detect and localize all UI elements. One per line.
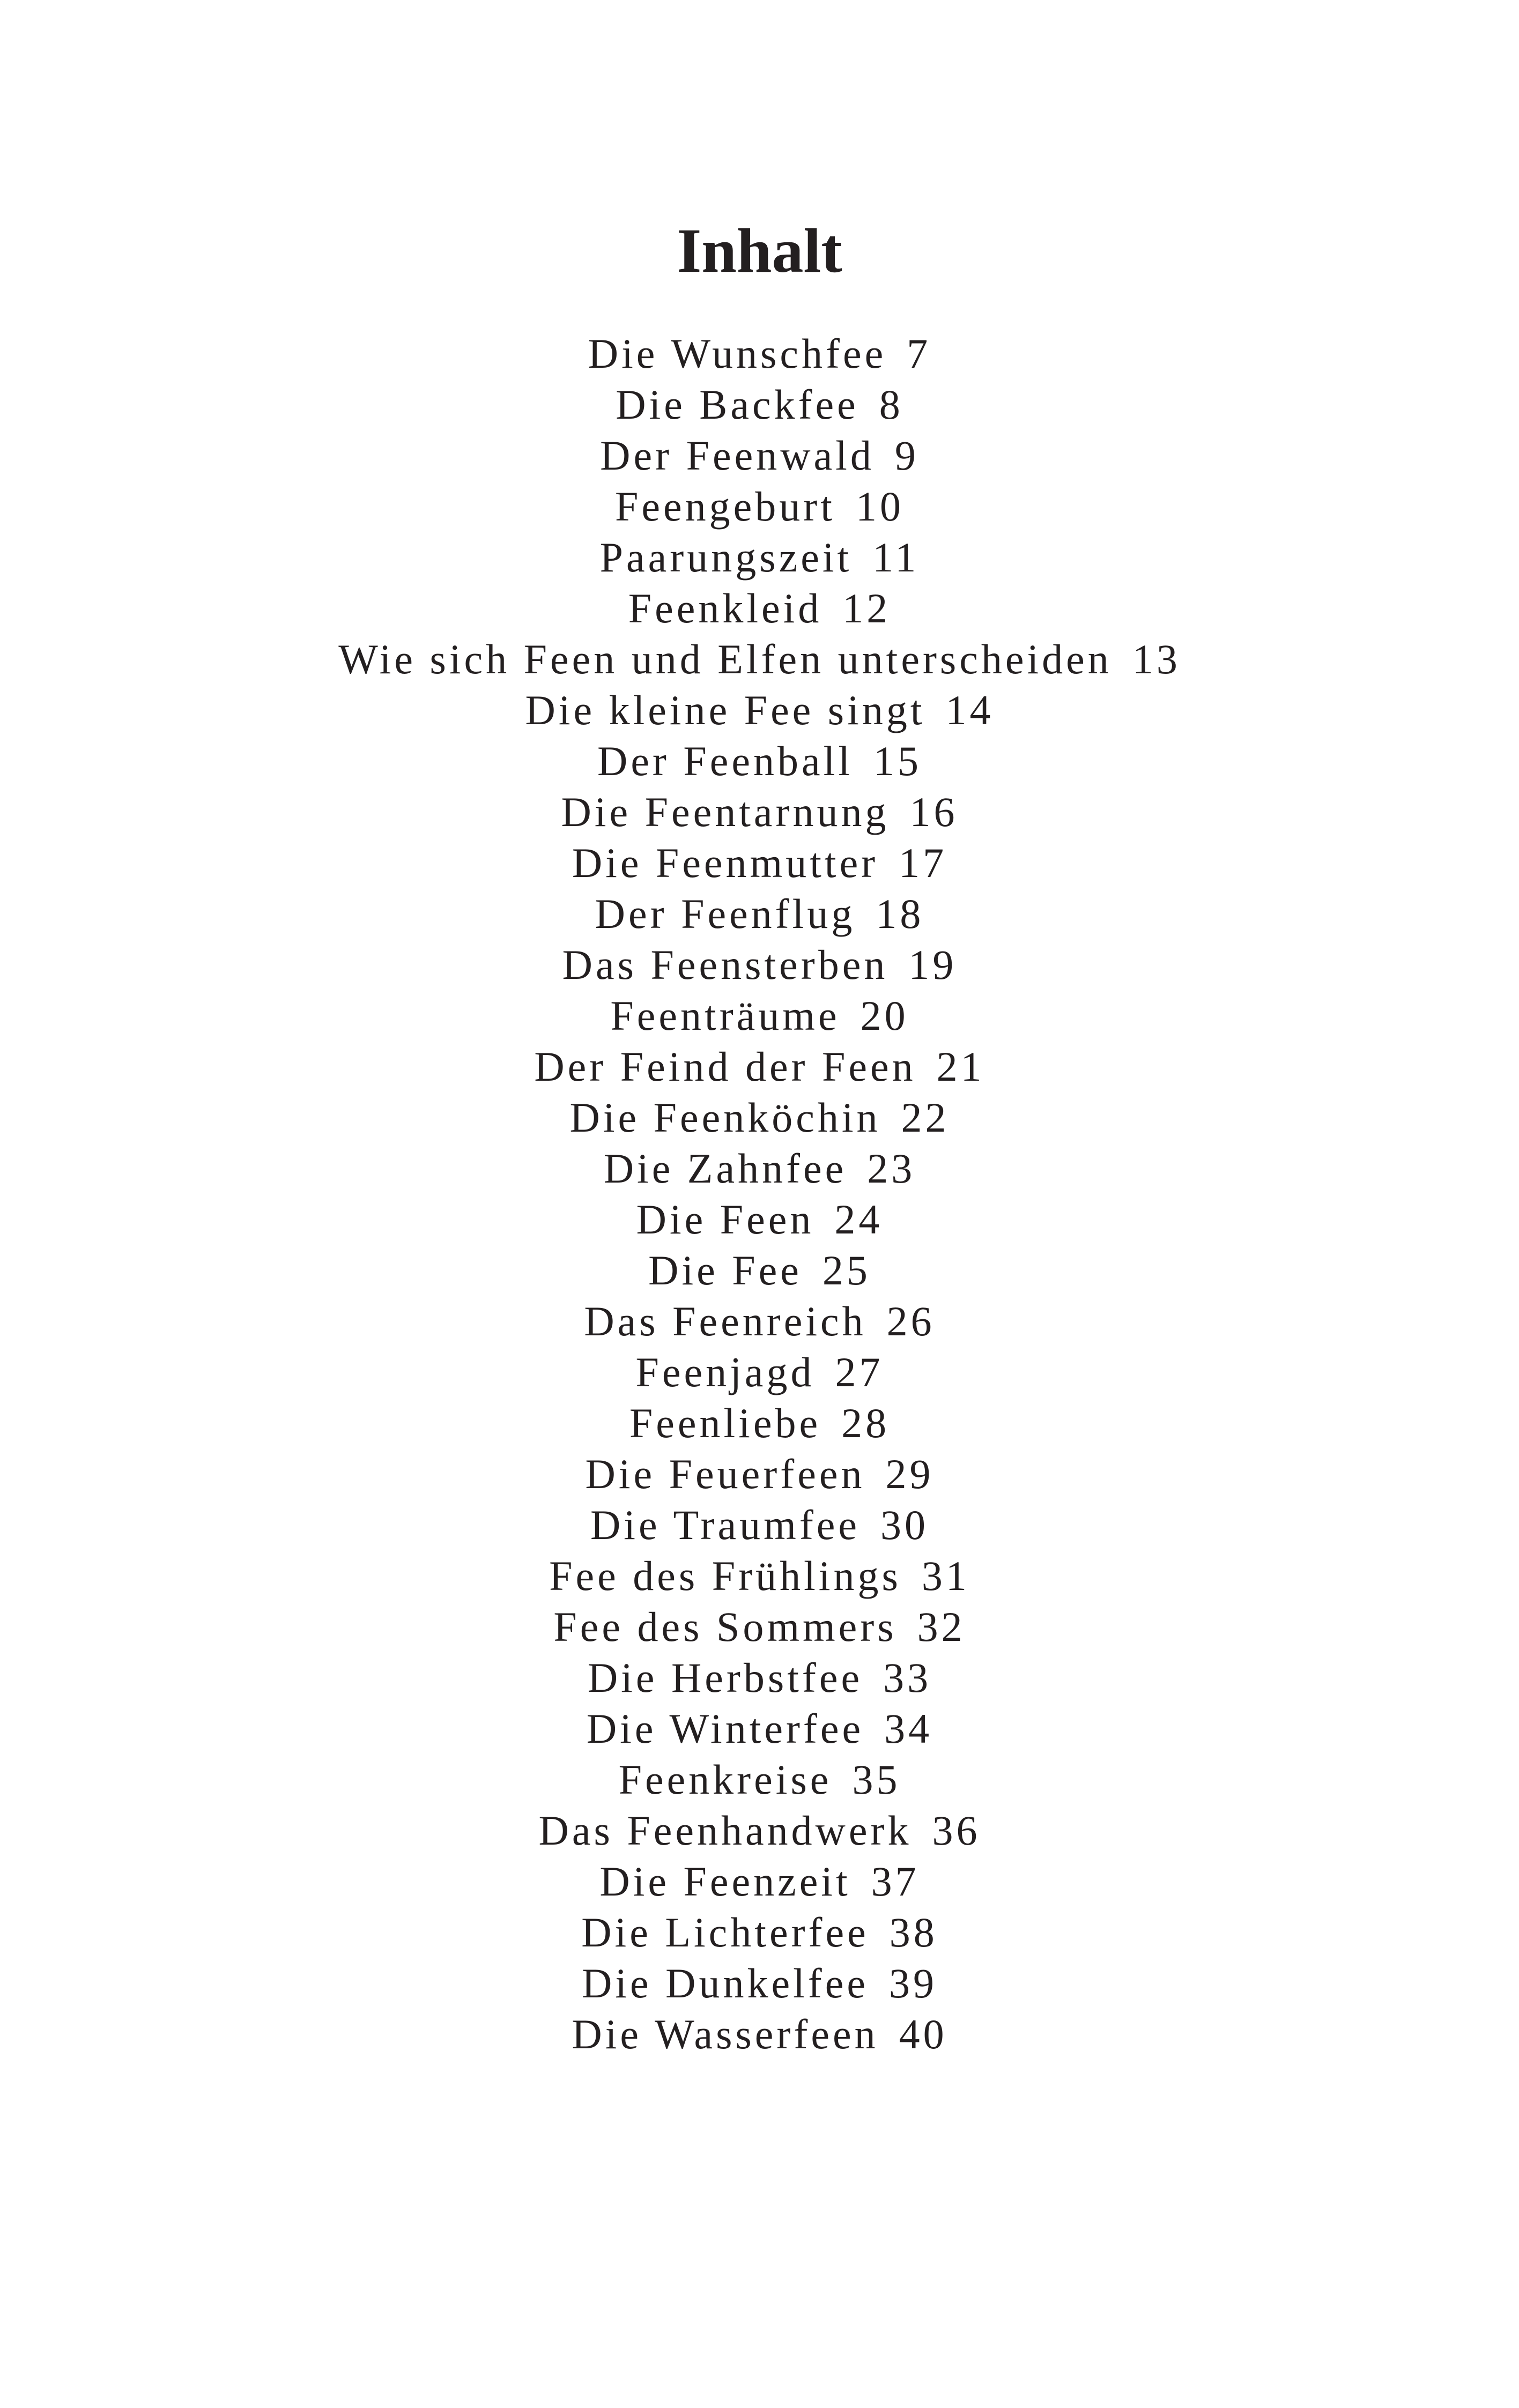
toc-entry bbox=[0, 786, 1519, 837]
toc-entry-title: Das Feensterben bbox=[562, 941, 888, 988]
toc-entry-title: Die Wunschfee bbox=[588, 330, 887, 377]
toc-entry-title: Die Feenköchin bbox=[569, 1094, 881, 1141]
toc-entry bbox=[0, 328, 1519, 379]
toc-page-number: 26 bbox=[886, 1298, 935, 1344]
toc-entry bbox=[0, 1601, 1519, 1652]
toc-page-number: 40 bbox=[899, 2011, 947, 2057]
table-of-contents bbox=[0, 328, 1519, 2060]
toc-entry bbox=[0, 990, 1519, 1041]
toc-page-number: 30 bbox=[880, 1502, 929, 1548]
toc-entry-title: Die Herbstfee bbox=[587, 1654, 863, 1701]
toc-entry-title: Fee des Frühlings bbox=[549, 1552, 901, 1599]
toc-entry bbox=[0, 1347, 1519, 1398]
toc-entry bbox=[0, 634, 1519, 685]
toc-entry bbox=[0, 1856, 1519, 1907]
toc-entry bbox=[0, 1907, 1519, 1958]
toc-entry-title: Der Feind der Feen bbox=[534, 1043, 916, 1090]
toc-page-number: 19 bbox=[908, 941, 957, 988]
toc-entry bbox=[0, 1499, 1519, 1550]
toc-page-number: 34 bbox=[884, 1705, 933, 1752]
toc-page-number: 33 bbox=[883, 1654, 932, 1701]
toc-entry bbox=[0, 888, 1519, 939]
toc-entry-title: Der Feenwald bbox=[600, 432, 875, 479]
toc-page-number: 24 bbox=[834, 1196, 883, 1243]
toc-entry-title: Paarungszeit bbox=[599, 534, 853, 581]
toc-page-number: 31 bbox=[921, 1552, 970, 1599]
toc-page-number: 18 bbox=[876, 890, 924, 937]
toc-entry bbox=[0, 481, 1519, 532]
toc-entry-title: Die Wasserfeen bbox=[572, 2011, 879, 2057]
page-title: Inhalt bbox=[677, 215, 842, 286]
toc-entry-title: Feenkreise bbox=[618, 1756, 832, 1803]
toc-entry bbox=[0, 1652, 1519, 1703]
toc-entry-title: Feengeburt bbox=[615, 483, 835, 530]
toc-page-number: 17 bbox=[899, 839, 947, 886]
toc-page-number: 22 bbox=[901, 1094, 950, 1141]
toc-page-number: 20 bbox=[860, 992, 909, 1039]
toc-page-number: 32 bbox=[917, 1603, 966, 1650]
toc-entry bbox=[0, 1092, 1519, 1143]
toc-page-number: 37 bbox=[871, 1858, 920, 1905]
toc-entry bbox=[0, 1448, 1519, 1499]
toc-entry bbox=[0, 1550, 1519, 1601]
toc-entry-title: Feenliebe bbox=[629, 1400, 821, 1446]
toc-entry bbox=[0, 1143, 1519, 1194]
toc-page-number: 11 bbox=[872, 534, 920, 581]
toc-page-number: 23 bbox=[867, 1145, 916, 1192]
toc-entry-title: Die Feenzeit bbox=[599, 1858, 851, 1905]
toc-entry-title: Wie sich Feen und Elfen unterscheiden bbox=[338, 636, 1112, 682]
toc-page-number: 16 bbox=[909, 789, 958, 835]
toc-page-number: 21 bbox=[936, 1043, 985, 1090]
toc-entry bbox=[0, 1245, 1519, 1296]
toc-entry bbox=[0, 1041, 1519, 1092]
toc-page-number: 38 bbox=[889, 1909, 938, 1956]
toc-entry-title: Die Dunkelfee bbox=[582, 1960, 869, 2006]
toc-page-number: 29 bbox=[885, 1451, 934, 1497]
toc-entry-title: Feenjagd bbox=[635, 1349, 815, 1395]
toc-entry bbox=[0, 1958, 1519, 2009]
toc-entry-title: Die Feuerfeen bbox=[585, 1451, 865, 1497]
toc-entry-title: Die Lichterfee bbox=[581, 1909, 869, 1956]
toc-entry bbox=[0, 379, 1519, 430]
toc-page-number: 36 bbox=[932, 1807, 981, 1854]
toc-entry bbox=[0, 583, 1519, 634]
toc-entry bbox=[0, 939, 1519, 990]
toc-entry bbox=[0, 735, 1519, 786]
toc-entry-title: Die Traumfee bbox=[590, 1502, 861, 1548]
toc-entry-title: Der Feenball bbox=[597, 738, 853, 784]
toc-entry-title: Das Feenhandwerk bbox=[538, 1807, 912, 1854]
toc-page-number: 14 bbox=[945, 687, 994, 733]
toc-entry-title: Die Zahnfee bbox=[603, 1145, 847, 1192]
toc-page-number: 9 bbox=[894, 432, 919, 479]
toc-entry bbox=[0, 685, 1519, 735]
toc-entry bbox=[0, 1194, 1519, 1245]
toc-entry bbox=[0, 430, 1519, 481]
toc-entry-title: Die kleine Fee singt bbox=[525, 687, 925, 733]
toc-entry bbox=[0, 1296, 1519, 1347]
toc-entry-title: Feenträume bbox=[610, 992, 840, 1039]
toc-entry-title: Die Feen bbox=[636, 1196, 814, 1243]
toc-page-number: 28 bbox=[841, 1400, 890, 1446]
toc-page-number: 10 bbox=[855, 483, 904, 530]
toc-entry-title: Der Feenflug bbox=[595, 890, 856, 937]
toc-page-number: 12 bbox=[842, 585, 891, 631]
toc-page-number: 8 bbox=[879, 381, 903, 428]
toc-entry-title: Feenkleid bbox=[628, 585, 823, 631]
toc-entry-title: Die Winterfee bbox=[586, 1705, 864, 1752]
toc-page-number: 27 bbox=[835, 1349, 884, 1395]
toc-page-number: 15 bbox=[873, 738, 922, 784]
toc-page-number: 35 bbox=[852, 1756, 901, 1803]
toc-entry bbox=[0, 1754, 1519, 1805]
toc-entry-title: Die Feentarnung bbox=[561, 789, 890, 835]
toc-entry bbox=[0, 2009, 1519, 2060]
toc-entry-title: Die Feenmutter bbox=[572, 839, 879, 886]
toc-page-number: 39 bbox=[888, 1960, 937, 2006]
toc-entry bbox=[0, 1398, 1519, 1448]
toc-entry-title: Fee des Sommers bbox=[553, 1603, 897, 1650]
toc-entry-title: Die Fee bbox=[648, 1247, 802, 1294]
toc-entry bbox=[0, 837, 1519, 888]
toc-entry bbox=[0, 1703, 1519, 1754]
toc-page-number: 13 bbox=[1132, 636, 1181, 682]
toc-page-number: 7 bbox=[907, 330, 931, 377]
toc-entry bbox=[0, 532, 1519, 583]
toc-page-number: 25 bbox=[822, 1247, 871, 1294]
toc-entry-title: Das Feenreich bbox=[584, 1298, 866, 1344]
toc-entry bbox=[0, 1805, 1519, 1856]
toc-entry-title: Die Backfee bbox=[616, 381, 859, 428]
